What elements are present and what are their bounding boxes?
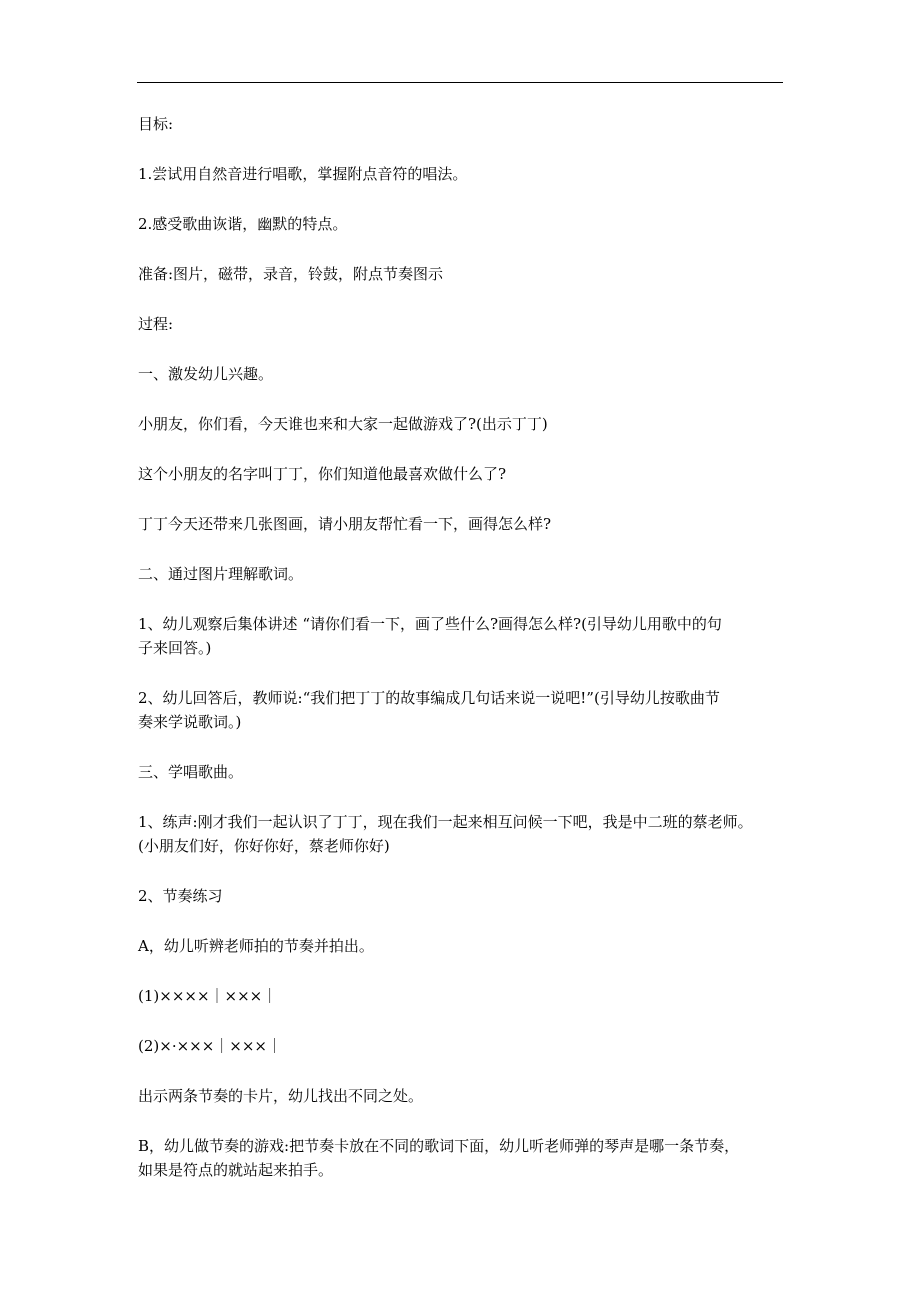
step-heading-2: 二、通过图片理解歌词。 [138,565,304,583]
paragraph-line: 奏来学说歌词。) [138,713,242,731]
paragraph-line: 2、幼儿回答后，教师说:“我们把丁丁的故事编成几句话来说一说吧!”(引导幼儿按歌曲节 [138,689,720,707]
paragraph: 丁丁今天还带来几张图画，请小朋友帮忙看一下，画得怎么样? [138,515,552,533]
rhythm-pattern-1: (1)××××｜×××｜ [138,987,278,1005]
section-heading-goals: 目标: [138,115,174,133]
paragraph: 出示两条节奏的卡片，幼儿找出不同之处。 [138,1087,424,1105]
paragraph: A，幼儿听辨老师拍的节奏并拍出。 [138,937,374,955]
paragraph-line: (小朋友们好，你好你好，蔡老师你好) [138,837,390,855]
paragraph: 这个小朋友的名字叫丁丁，你们知道他最喜欢做什么了? [138,465,507,483]
document-body [138,112,788,1208]
paragraph-line: 如果是符点的就站起来拍手。 [138,1161,334,1179]
paragraph-multiline [138,810,788,858]
paragraph: 2、节奏练习 [138,887,223,905]
paragraph-multiline [138,686,788,734]
rhythm-pattern-2: (2)×·×××｜×××｜ [138,1037,282,1055]
paragraph-line: 子来回答。) [138,639,212,657]
step-heading-1: 一、激发幼儿兴趣。 [138,365,274,383]
goal-item-2: 2.感受歌曲诙谐，幽默的特点。 [138,215,348,233]
paragraph-line: 1、幼儿观察后集体讲述 “请你们看一下，画了些什么?画得怎么样?(引导幼儿用歌中的句 [138,615,722,633]
paragraph-multiline [138,612,788,660]
preparation-line: 准备:图片，磁带，录音，铃鼓，附点节奏图示 [138,265,444,283]
header-rule [137,82,783,83]
step-heading-3: 三、学唱歌曲。 [138,763,244,781]
paragraph-multiline [138,1134,788,1182]
paragraph: 小朋友，你们看，今天谁也来和大家一起做游戏了?(出示丁丁) [138,415,548,433]
paragraph-line: B，幼儿做节奏的游戏:把节奏卡放在不同的歌词下面，幼儿听老师弹的琴声是哪一条节奏， [138,1137,740,1155]
section-heading-process: 过程: [138,315,174,333]
paragraph-line: 1、练声:刚才我们一起认识了丁丁，现在我们一起来相互问候一下吧，我是中二班的蔡老师。 [138,813,753,831]
goal-item-1: 1.尝试用自然音进行唱歌，掌握附点音符的唱法。 [138,165,468,183]
